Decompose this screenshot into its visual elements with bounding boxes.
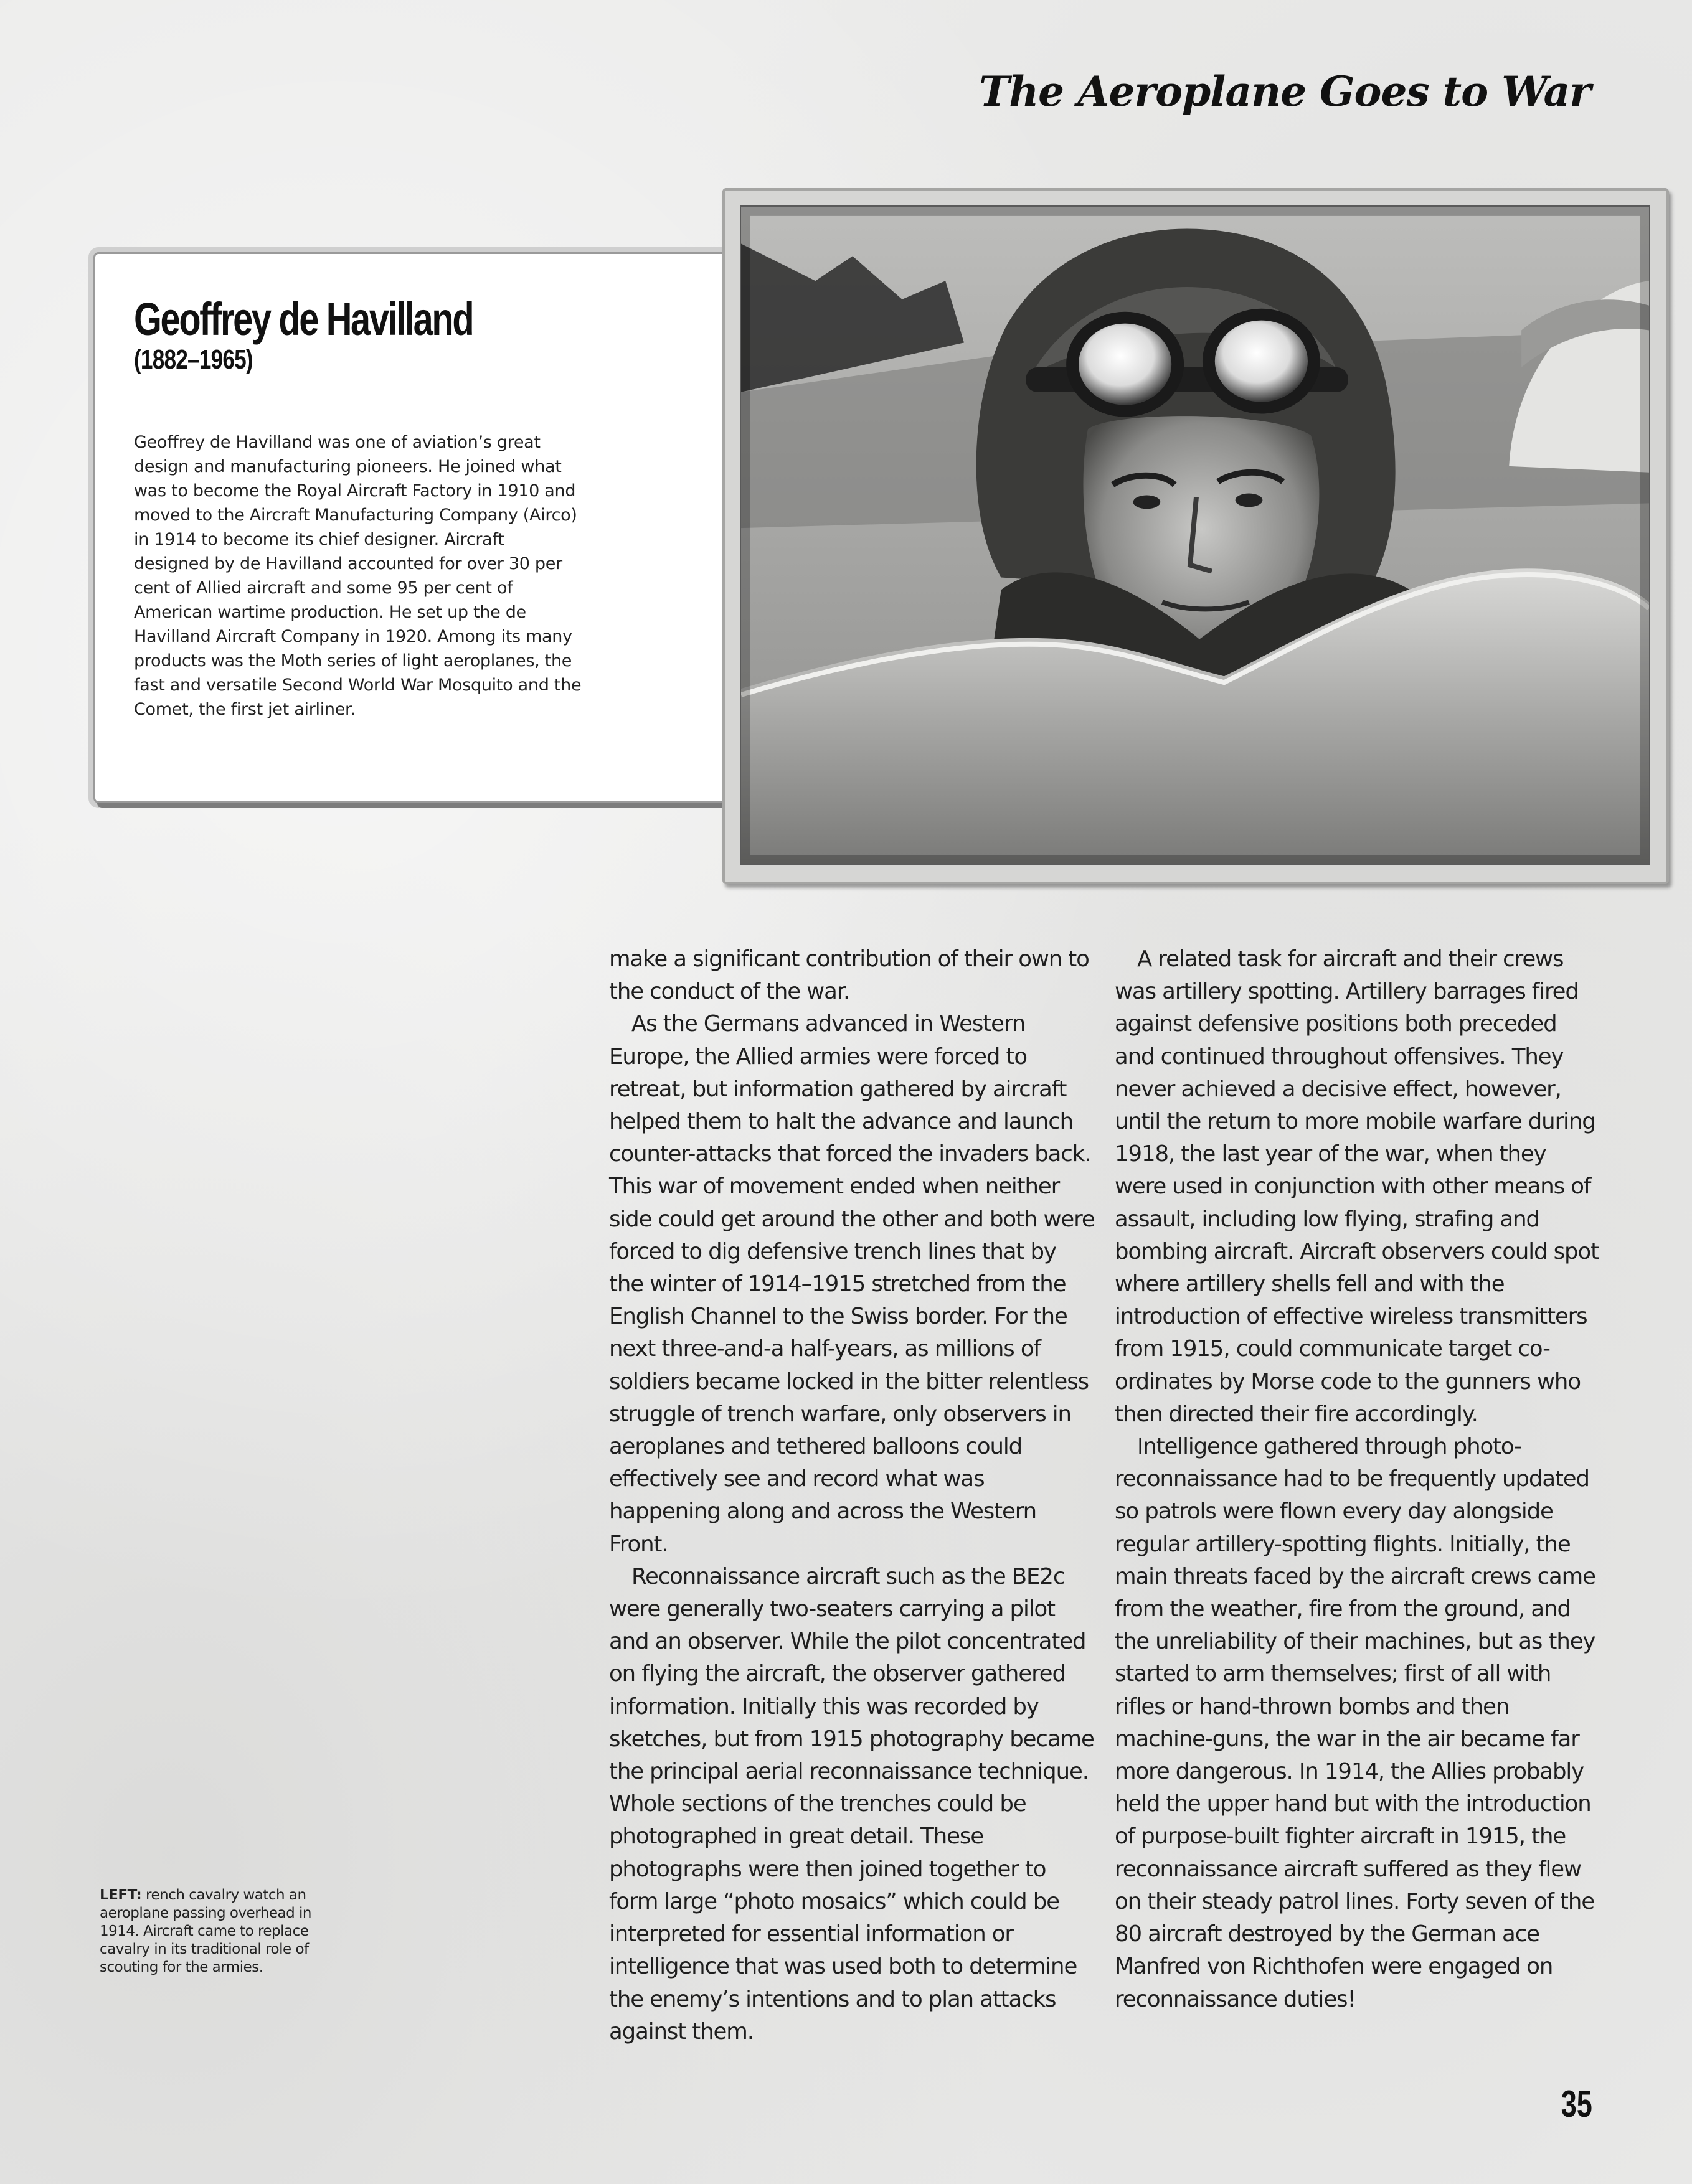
- photo-frame: [722, 188, 1669, 884]
- body-column-right: [1115, 943, 1600, 2016]
- body-paragraph: make a significant contribution of their own to the conduct of the war.: [609, 946, 1089, 1005]
- body-paragraph: As the Germans advanced in Western Europe, the Allied armies were forced to retreat, but information gathered by aircraft helped them to halt the advance and launch counter-attacks that forced the invaders back. This war of movement ended when neither side could get around the other and both were forced to dig defensive trench lines that by the winter of 1914–1915 stretched from the English Channel to the Swiss border. For the next three-and-a half-years, as millions of soldiers became locked in the bitter relentless struggle of trench warfare, only observers in aeroplanes and tethered balloons could effectively see and record what was happening along and across the Western Front.: [609, 1011, 1095, 1557]
- sidebar-name: Geoffrey de Havilland: [134, 293, 473, 345]
- sidebar-text: Geoffrey de Havilland was one of aviation’s great design and manufacturing pioneers. He joined what was to become the Royal Aircraft Factory in 1910 and moved to the Aircraft Manufacturing Company (Airco) in 1914 to become its chief designer. Aircraft designed by de Havilland accounted for over 30 per cent of Allied aircraft and some 95 per cent of American wartime production. He set up the de Havilland Aircraft Company in 1920. Among its many products was the Moth series of light aeroplanes, the fast and versatile Second World War Mosquito and the Comet, the first jet airliner.: [134, 433, 582, 719]
- body-paragraph: A related task for aircraft and their crews was artillery spotting. Artillery barrages fired against defensive positions both preceded and continued throughout offensives. They never achieved a decisive effect, however, until the return to more mobile warfare during 1918, the last year of the war, when they were used in conjunction with other means of assault, including low flying, strafing and bombing aircraft. Aircraft observers could spot where artillery shells fell and with the introduction of effective wireless transmitters from 1915, could communicate target co-ordinates by Morse code to the gunners who then directed their fire accordingly.: [1115, 946, 1599, 1427]
- sidebar-dates: (1882–1965): [134, 344, 253, 375]
- running-head: The Aeroplane Goes to War: [979, 67, 1590, 116]
- caption-text: rench cavalry watch an aeroplane passing overhead in 1914. Aircraft came to replace cavalry in its traditional role of scouting for the armies.: [100, 1887, 312, 1975]
- photo-caption: [100, 1886, 324, 1977]
- body-column-left: [609, 943, 1095, 2048]
- body-paragraph: Intelligence gathered through photo-reconnaissance had to be frequently updated so patrols were flown every day alongside regular artillery-spotting flights. Initially, the main threats faced by the aircraft crews came from the weather, fire from the ground, and the unreliability of their machines, but as they started to arm themselves; first of all with rifles or hand-thrown bombs and then machine-guns, the war in the air became far more dangerous. In 1914, the Allies probably held the upper hand but with the introduction of purpose-built fighter aircraft in 1915, the reconnaissance aircraft suffered as they flew on their steady patrol lines. Forty seven of the 80 aircraft destroyed by the German ace Manfred von Richthofen were engaged on reconnaissance duties!: [1115, 1434, 1595, 2012]
- sidebar-content: [134, 294, 582, 722]
- page-number: 35: [1561, 2083, 1592, 2125]
- body-paragraph: Reconnaissance aircraft such as the BE2c were generally two-seaters carrying a pilot and an observer. While the pilot concentrated on flying the aircraft, the observer gathered information. Initially this was recorded by sketches, but from 1915 photography became the principal aerial reconnaissance technique. Whole sections of the trenches could be photographed in great detail. These photographs were then joined together to form large “photo mosaics” which could be interpreted for essential information or intelligence that was used both to determine the enemy’s intentions and to plan attacks against them.: [609, 1563, 1094, 2045]
- pilot-photo: [740, 205, 1650, 865]
- sidebar-box: [93, 252, 803, 803]
- caption-label: LEFT:: [100, 1887, 142, 1903]
